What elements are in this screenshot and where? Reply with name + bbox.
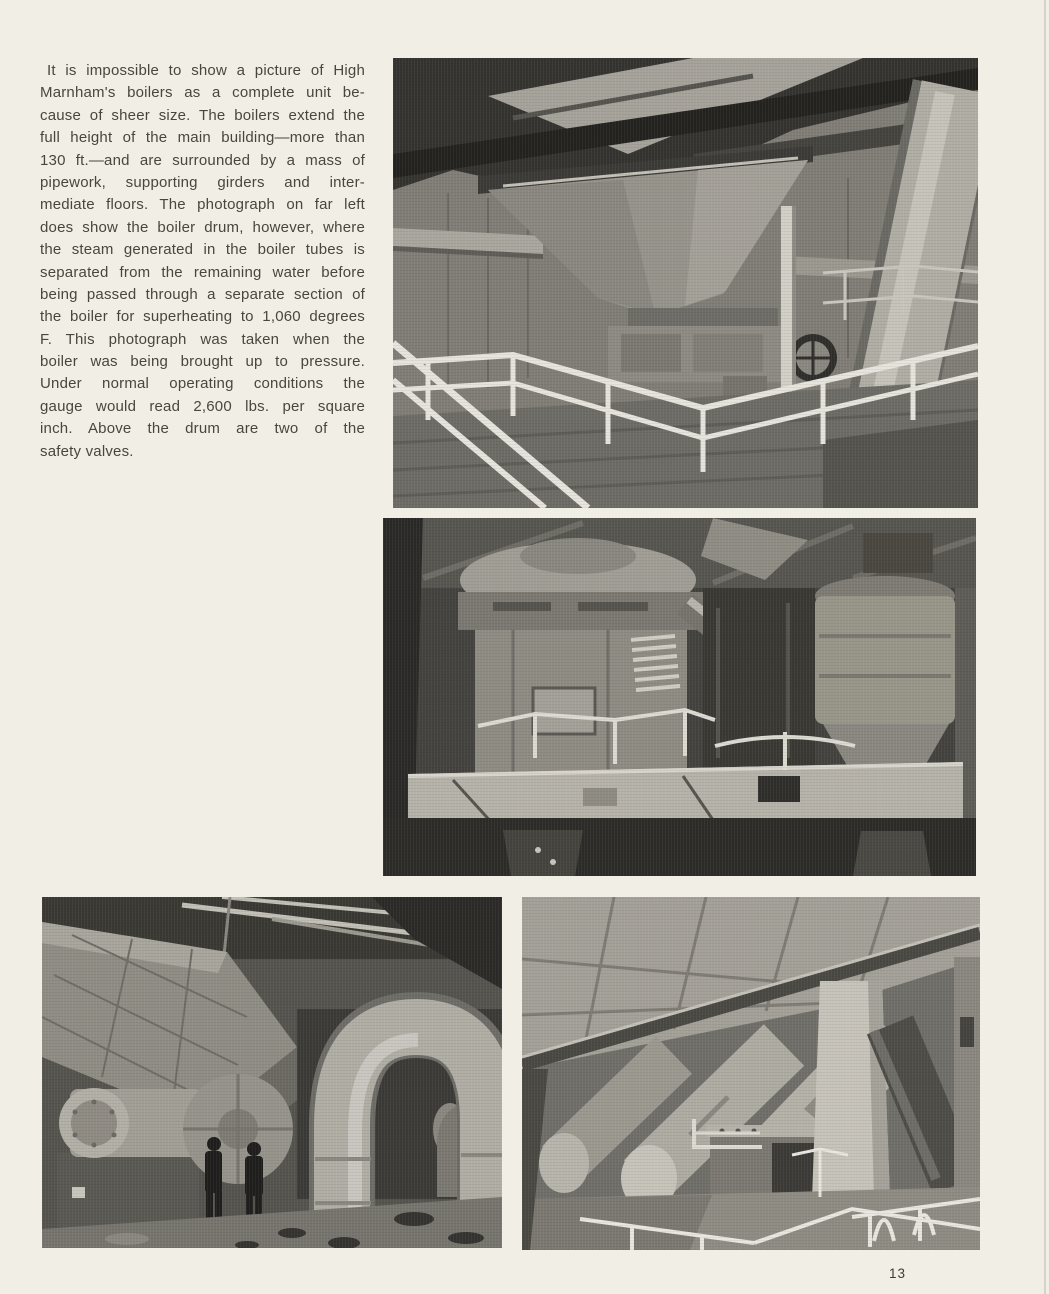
body-text-line: mediate floors. The photograph on far left bbox=[40, 196, 365, 214]
photo-inclined-ducts bbox=[522, 897, 980, 1250]
mill-feed-machine bbox=[694, 1119, 824, 1201]
photo-inclined-ducts-art bbox=[522, 897, 980, 1250]
body-text-line: cause of sheer size. The boilers extend the bbox=[40, 106, 365, 124]
body-text-line: Marnham's boilers as a complete unit be- bbox=[40, 84, 365, 102]
photo-boiler-hopper-art bbox=[393, 58, 978, 508]
body-text-line: boiler was being brought up to pressure. bbox=[40, 353, 365, 371]
photo-pulverising-mills-art bbox=[383, 518, 976, 876]
body-text-line: F. This photograph was taken when the bbox=[40, 330, 365, 348]
body-text-line: inch. Above the drum are two of the bbox=[40, 420, 365, 438]
photo-fan-motor-ducting bbox=[42, 897, 502, 1248]
body-text bbox=[40, 60, 365, 463]
body-text-line: gauge would read 2,600 lbs. per square bbox=[40, 397, 365, 415]
body-text-line: It is impossible to show a picture of High bbox=[47, 62, 365, 79]
body-text-line: pipework, supporting girders and inter- bbox=[40, 173, 365, 191]
photo-fan-motor-ducting-art bbox=[42, 897, 502, 1248]
body-text-line: being passed through a separate section of bbox=[40, 285, 365, 303]
mill-floor bbox=[383, 818, 976, 876]
body-text-line: separated from the remaining water before bbox=[40, 263, 365, 281]
body-text-line: the steam generated in the boiler tubes is bbox=[40, 241, 365, 259]
body-text-line: Under normal operating conditions the bbox=[40, 375, 365, 393]
page-number: 13 bbox=[889, 1266, 907, 1281]
body-text-line: full height of the main building—more than bbox=[40, 129, 365, 147]
photo-boiler-hopper bbox=[393, 58, 978, 508]
body-text-line: does show the boiler drum, however, where bbox=[40, 218, 365, 236]
body-text-line: the boiler for superheating to 1,060 degrees bbox=[40, 308, 365, 326]
concrete-pillar bbox=[812, 981, 890, 1199]
body-text-line: safety valves. bbox=[40, 442, 134, 460]
photo-pulverising-mills bbox=[383, 518, 976, 876]
body-text-line: 130 ft.—and are surrounded by a mass of bbox=[40, 151, 365, 169]
page-edge-shadow bbox=[1044, 0, 1046, 1294]
